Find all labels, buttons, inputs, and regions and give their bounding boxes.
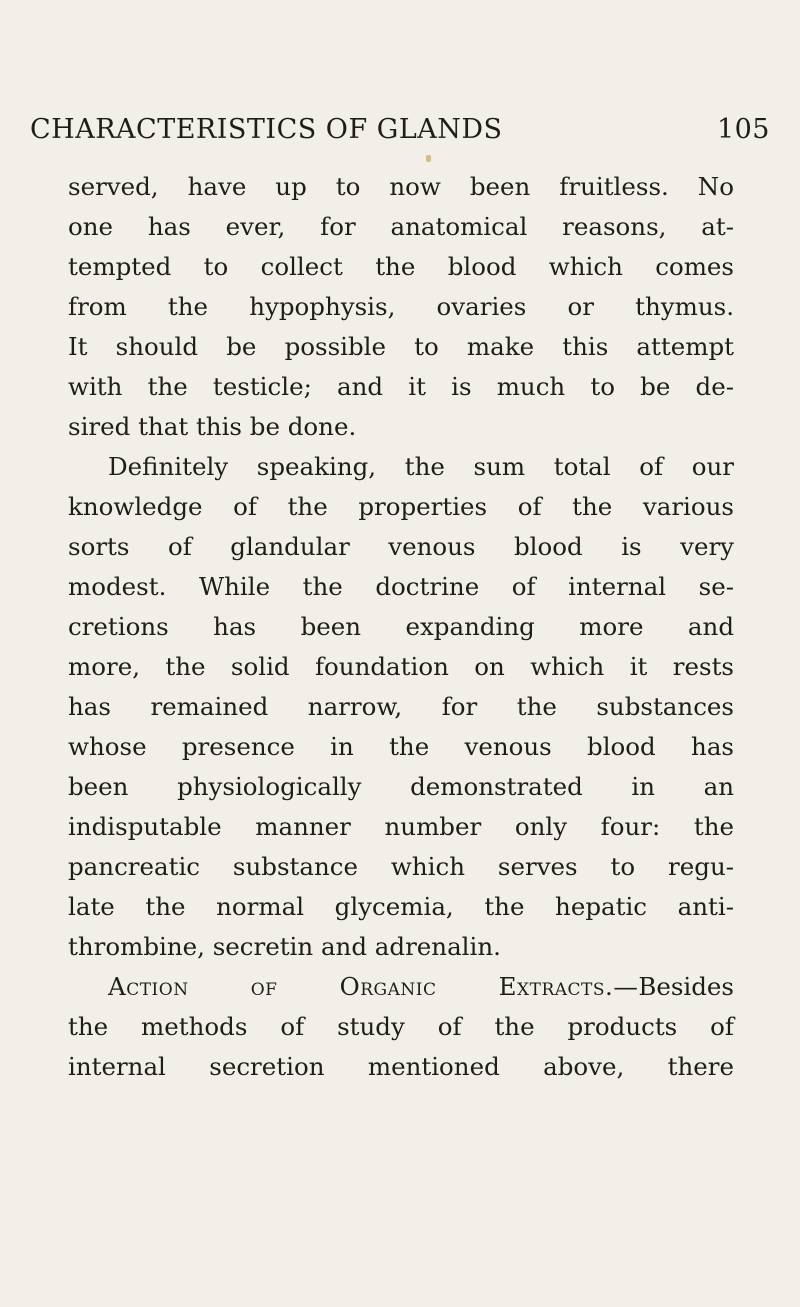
text-line: sired that this be done. bbox=[68, 412, 357, 441]
text-line: tempted to collect the blood which comes bbox=[68, 252, 734, 281]
text-line: more, the solid foundation on which it rests bbox=[68, 652, 734, 681]
print-speck bbox=[426, 155, 431, 162]
text-line: It should be possible to make this attempt bbox=[68, 332, 734, 361]
text-line: the methods of study of the products of bbox=[68, 1012, 734, 1041]
text-line: thrombine, secretin and adrenalin. bbox=[68, 932, 501, 961]
section-heading: Action of Organic Extracts.— bbox=[108, 972, 639, 1001]
text-line: late the normal glycemia, the hepatic anti- bbox=[68, 892, 734, 921]
text-line: indisputable manner number only four: the bbox=[68, 812, 734, 841]
text-line: has remained narrow, for the substances bbox=[68, 692, 734, 721]
section-heading-line bbox=[68, 967, 734, 1007]
page-number: 105 bbox=[716, 114, 770, 145]
section-heading-tail: Besides bbox=[638, 972, 734, 1001]
running-title: CHARACTERISTICS OF GLANDS bbox=[30, 114, 503, 145]
body-text bbox=[68, 167, 734, 1087]
text-line: Definitely speaking, the sum total of our bbox=[108, 452, 734, 481]
text-line: whose presence in the venous blood has bbox=[68, 732, 734, 761]
text-line: modest. While the doctrine of internal se- bbox=[68, 572, 734, 601]
text-line: one has ever, for anatomical reasons, at- bbox=[68, 212, 734, 241]
text-line: with the testicle; and it is much to be de- bbox=[68, 372, 734, 401]
text-line: knowledge of the properties of the various bbox=[68, 492, 734, 521]
text-line: been physiologically demonstrated in an bbox=[68, 772, 734, 801]
text-line: sorts of glandular venous blood is very bbox=[68, 532, 734, 561]
text-line: pancreatic substance which serves to regu- bbox=[68, 852, 734, 881]
text-line: cretions has been expanding more and bbox=[68, 612, 734, 641]
text-line: internal secretion mentioned above, there bbox=[68, 1052, 734, 1081]
text-line: served, have up to now been fruitless. No bbox=[68, 172, 734, 201]
page-header bbox=[30, 114, 770, 154]
text-line: from the hypophysis, ovaries or thymus. bbox=[68, 292, 734, 321]
